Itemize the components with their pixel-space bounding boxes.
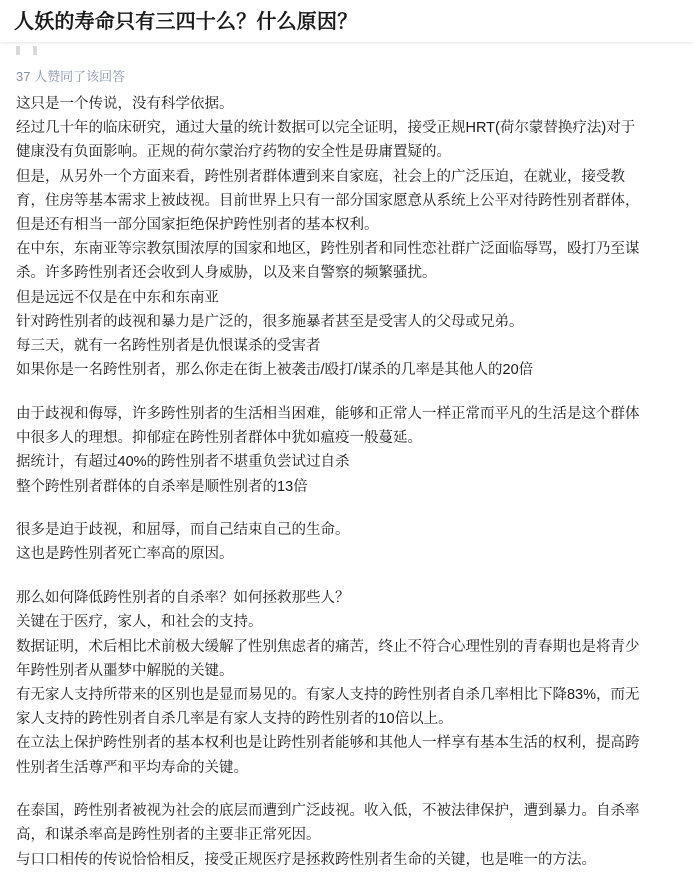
answer-paragraph [16, 237, 686, 285]
paragraph-line: 经过几十年的临床研究，通过大量的统计数据可以完全证明，接受正规HRT(荷尔蒙替换疗法)对于 [16, 120, 636, 137]
paragraph-line: 年跨性别者从噩梦中解脱的关键。 [16, 662, 234, 679]
paragraph-line: 高，和谋杀率高是跨性别者的主要非正常死因。 [16, 827, 321, 844]
answer-paragraph [16, 799, 686, 847]
avatar-fragment [16, 46, 20, 55]
answer-paragraph [16, 731, 686, 779]
paragraph-line: 由于歧视和侮辱，许多跨性别者的生活相当困难，能够和正常人一样正常而平凡的生活是这个群体 [16, 405, 640, 422]
paragraph-line: 那么如何降低跨性别者的自杀率？如何拯救那些人？ [16, 590, 350, 607]
answer-paragraph [16, 334, 686, 358]
answer-paragraph [16, 542, 686, 566]
paragraph-line: 但是，从另外一个方面来看，跨性别者群体遭到来自家庭，社会上的广泛压迫，在就业，接受教 [16, 168, 625, 185]
paragraph-line: 数据证明，术后相比术前极大缓解了性别焦虑者的痛苦，终止不符合心理性别的青春期也是将青少 [16, 638, 640, 655]
question-header [0, 0, 693, 42]
answer-paragraph [16, 586, 686, 610]
answer-paragraph [16, 165, 686, 238]
paragraph-line: 与口口相传的传说恰恰相反，接受正规医疗是拯救跨性别者生命的关键，也是唯一的方法。 [16, 851, 596, 868]
answer-paragraph [16, 450, 686, 474]
answer-paragraph [16, 848, 686, 872]
answer-paragraph [16, 683, 686, 731]
answer-paragraph [16, 116, 686, 164]
answer-paragraph [16, 610, 686, 634]
answer-paragraph [16, 358, 686, 382]
question-title[interactable]: 人妖的寿命只有三四十么？什么原因？ [14, 11, 358, 33]
paragraph-line: 关键在于医疗，家人，和社会的支持。 [16, 614, 263, 631]
paragraph-line: 中很多人的理想。抑郁症在跨性别者群体中犹如瘟疫一般蔓延。 [16, 430, 422, 447]
paragraph-line: 在立法上保护跨性别者的基本权利也是让跨性别者能够和其他人一样享有基本生活的权利，提高跨 [16, 735, 640, 752]
paragraph-line: 在泰国，跨性别者被视为社会的底层而遭到广泛歧视。收入低，不被法律保护，遭到暴力。自杀率 [16, 803, 640, 820]
paragraph-line: 整个跨性别者群体的自杀率是顺性别者的13倍 [16, 478, 308, 495]
vote-count-text: 37 人赞同了该回答 [16, 69, 126, 84]
answer-content [16, 92, 686, 872]
paragraph-spacer [16, 567, 686, 587]
answer-paragraph [16, 518, 686, 542]
paragraph-line: 针对跨性别者的歧视和暴力是广泛的，很多施暴者甚至是受害人的父母或兄弟。 [16, 313, 524, 330]
paragraph-line: 很多是迫于歧视，和屈辱，而自己结束自己的生命。 [16, 522, 350, 539]
paragraph-line: 但是远远不仅是在中东和东南亚 [16, 289, 219, 306]
paragraph-line: 有无家人支持所带来的区别也是显而易见的。有家人支持的跨性别者自杀几率相比下降83%，而无 [16, 686, 640, 703]
paragraph-line: 家人支持的跨性别者自杀几率是有家人支持的跨性别者的10倍以上。 [16, 711, 453, 728]
paragraph-line: 杀。许多跨性别者还会收到人身威胁，以及来自警察的频繁骚扰。 [16, 265, 437, 282]
paragraph-line: 性别者生活尊严和平均寿命的关键。 [16, 759, 248, 776]
answer-paragraph [16, 286, 686, 310]
author-fragment [33, 46, 37, 55]
paragraph-line: 在中东，东南亚等宗教氛围浓厚的国家和地区，跨性别者和同性恋社群广泛面临辱骂，殴打乃至谋 [16, 241, 640, 258]
answer-paragraph [16, 402, 686, 450]
answer-paragraph [16, 635, 686, 683]
answer-paragraph [16, 475, 686, 499]
paragraph-line: 如果你是一名跨性别者，那么你走在街上被袭击/殴打/谋杀的几率是其他人的20倍 [16, 362, 534, 379]
paragraph-line: 据统计，有超过40%的跨性别者不堪重负尝试过自杀 [16, 454, 350, 471]
paragraph-spacer [16, 780, 686, 800]
paragraph-line: 这也是跨性别者死亡率高的原因。 [16, 546, 234, 563]
paragraph-line: 这只是一个传说，没有科学依据。 [16, 96, 234, 112]
paragraph-line: 育，住房等基本需求上被歧视。目前世界上只有一部分国家愿意从系统上公平对待跨性别者群体， [16, 192, 640, 209]
paragraph-line: 健康没有负面影响。正规的荷尔蒙治疗药物的安全性是毋庸置疑的。 [16, 144, 451, 161]
paragraph-line: 每三天，就有一名跨性别者是仇恨谋杀的受害者 [16, 338, 321, 355]
answer-paragraph [16, 92, 686, 116]
paragraph-spacer [16, 499, 686, 519]
paragraph-spacer [16, 382, 686, 402]
paragraph-line: 但是还有相当一部分国家拒绝保护跨性别者的基本权利。 [16, 217, 379, 234]
answer-paragraph [16, 310, 686, 334]
